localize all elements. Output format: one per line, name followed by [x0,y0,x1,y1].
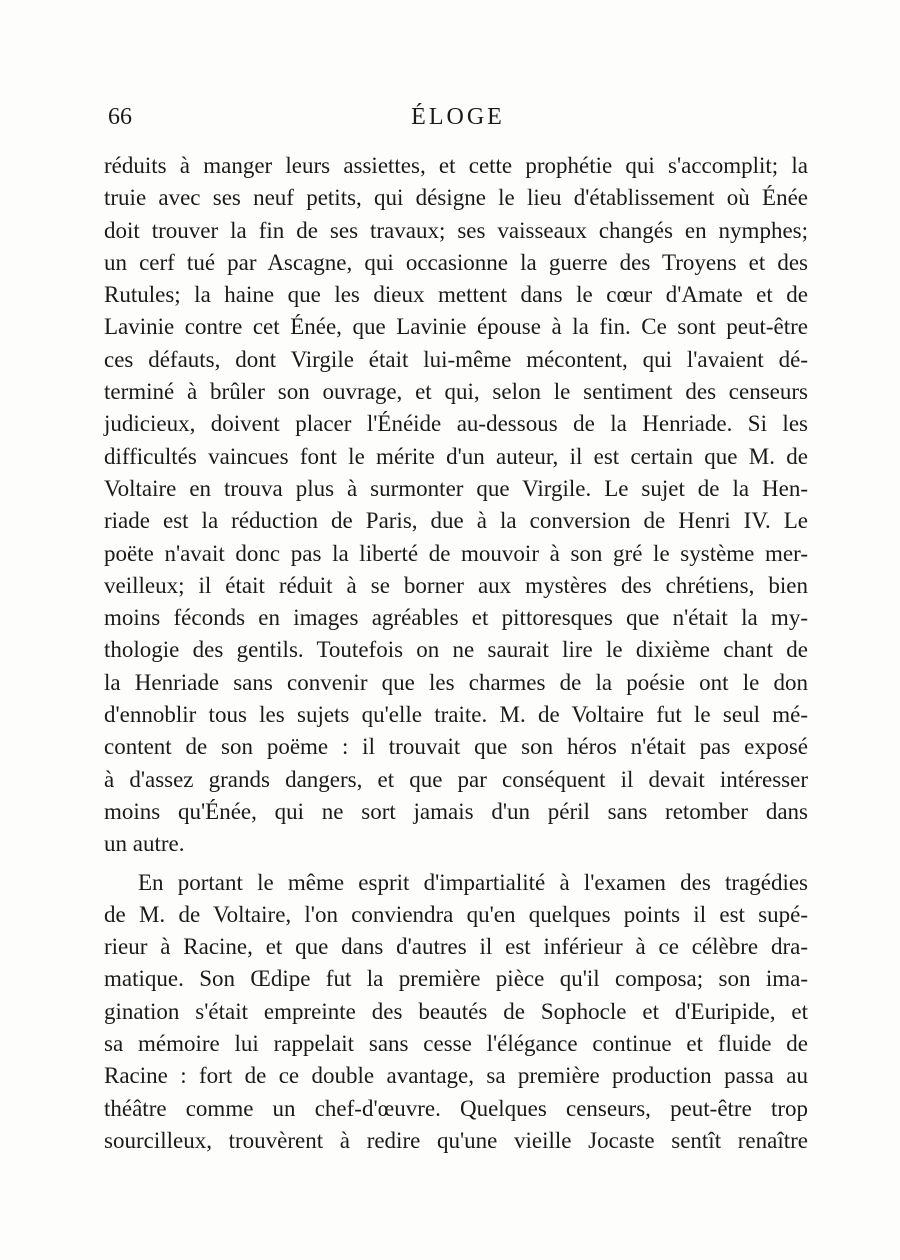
text-line: matique. Son Œdipe fut la première pièce qu'il composa; son ima- [104,966,808,992]
text-line: En portant le même esprit d'impartialité à l'examen des tragédies [138,869,808,895]
text-line: riade est la réduction de Paris, due à la conversion de Henri IV. Le [104,508,808,534]
text-line: truie avec ses neuf petits, qui désigne le lieu d'établissement où Énée [104,185,808,211]
text-line: sa mémoire lui rappelait sans cesse l'élégance continue et fluide de [104,1031,808,1057]
text-line: d'ennoblir tous les sujets qu'elle traite. M. de Voltaire fut le seul mé- [104,702,808,728]
text-line: réduits à manger leurs assiettes, et cette prophétie qui s'accomplit; la [104,153,808,178]
text-line: moins féconds en images agréables et pittoresques que n'était la my- [104,605,808,631]
text-line: Rutules; la haine que les dieux mettent dans le cœur d'Amate et de [104,282,808,308]
text-line: moins qu'Énée, qui ne sort jamais d'un péril sans retomber dans [104,798,808,824]
paragraph-1 [104,150,808,861]
text-line: content de son poëme : il trouvait que son héros n'était pas exposé [104,734,808,760]
text-line: sourcilleux, trouvèrent à redire qu'une vieille Jocaste sentît renaître [104,1127,808,1153]
text-line: la Henriade sans convenir que les charmes de la poésie ont le don [104,669,808,695]
text-line: gination s'était empreinte des beautés de Sophocle et d'Euripide, et [104,998,808,1024]
running-header [108,104,808,136]
text-line: à d'assez grands dangers, et que par conséquent il devait intéresser [104,766,808,792]
text-line: un cerf tué par Ascagne, qui occasionne la guerre des Troyens et des [104,249,808,275]
text-line: rieur à Racine, et que dans d'autres il est inférieur à ce célèbre dra- [104,934,808,960]
paragraph-2 [104,867,808,1158]
text-line: terminé à brûler son ouvrage, et qui, selon le sentiment des censeurs [104,379,808,405]
text-line: un autre. [104,831,185,857]
text-line: doit trouver la fin de ses travaux; ses vaisseaux changés en nymphes; [104,217,808,243]
text-line: poëte n'avait donc pas la liberté de mouvoir à son gré le système mer- [104,540,808,566]
page-number: 66 [108,104,132,130]
text-line: difficultés vaincues font le mérite d'un auteur, il est certain que M. de [104,443,808,469]
text-line: Voltaire en trouva plus à surmonter que Virgile. Le sujet de la Hen- [104,475,808,501]
text-line: de M. de Voltaire, l'on conviendra qu'en quelques points il est supé- [104,901,808,927]
text-line: ces défauts, dont Virgile était lui-même mécontent, qui l'avaient dé- [104,346,808,372]
text-line: veilleux; il était réduit à se borner aux mystères des chrétiens, bien [104,572,808,598]
text-line: Racine : fort de ce double avantage, sa première production passa au [104,1063,808,1089]
text-line: Lavinie contre cet Énée, que Lavinie épouse à la fin. Ce sont peut-être [104,314,808,340]
body-text [104,150,808,1157]
text-line: judicieux, doivent placer l'Énéide au-dessous de la Henriade. Si les [104,411,808,437]
text-line: théâtre comme un chef-d'œuvre. Quelques censeurs, peut-être trop [104,1095,808,1121]
running-title: ÉLOGE [411,104,505,130]
text-line: thologie des gentils. Toutefois on ne saurait lire le dixième chant de [104,637,808,663]
